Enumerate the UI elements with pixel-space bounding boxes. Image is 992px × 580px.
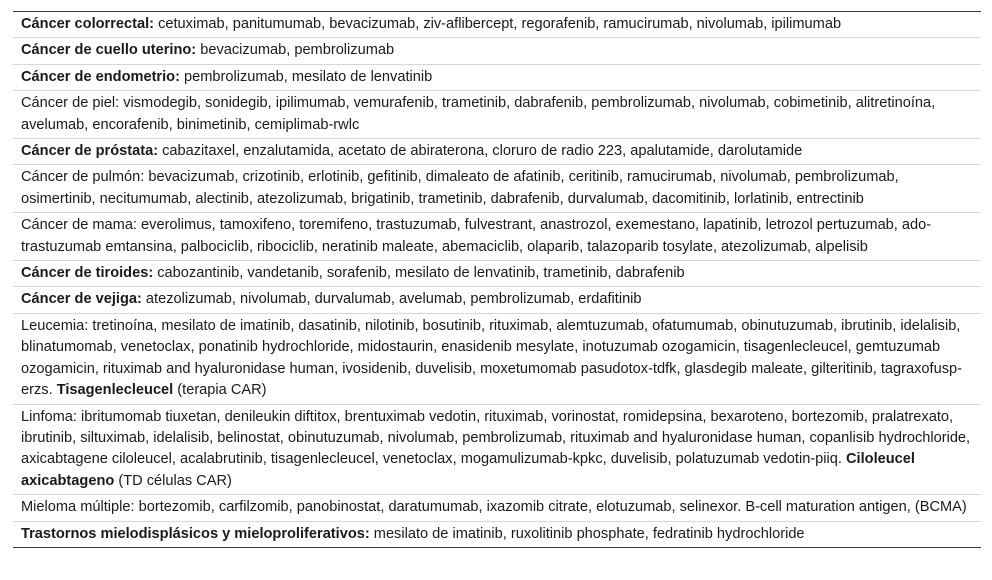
cancer-type-label: Cáncer de próstata: bbox=[21, 143, 159, 160]
drug-list-text: atezolizumab, nivolumab, durvalumab, avelumab, pembrolizumab, erdafitinib bbox=[141, 291, 642, 308]
table-row bbox=[13, 91, 981, 139]
table-row bbox=[13, 38, 981, 64]
table-row bbox=[13, 405, 981, 496]
drug-list-text: pembrolizumab, mesilato de lenvatinib bbox=[179, 68, 433, 85]
drug-list-text: Cáncer de mama: everolimus, tamoxifeno, toremifeno, trastuzumab, fulvestrant, anastrozol, exemestano, lapatinib, letrozol pertuzumab, ado-trastuzumab emtansina, palbociclib, ribociclib, neratinib maleate, abemaciclib, olaparib, talazoparib tosylate, atezolizumab, alpelisib bbox=[21, 217, 932, 255]
drug-list-text: mesilato de imatinib, ruxolitinib phosphate, fedratinib hydrochloride bbox=[369, 525, 805, 542]
drug-list-text: cabozantinib, vandetanib, sorafenib, mesilato de lenvatinib, trametinib, dabrafenib bbox=[153, 265, 685, 282]
drug-list-text: Cáncer de piel: vismodegib, sonidegib, ipilimumab, vemurafenib, trametinib, dabrafenib, pembrolizumab, nivolumab, cobimetinib, alitretinoína, avelumab, encorafenib, binimetinib, cemiplimab-rwlc bbox=[21, 95, 936, 133]
drug-list-text: cetuximab, panitumumab, bevacizumab, ziv-aflibercept, regorafenib, ramucirumab, nivolumab, ipilimumab bbox=[154, 16, 842, 32]
cancer-type-label: Cáncer de cuello uterino: bbox=[21, 42, 197, 59]
cancer-type-label: Cáncer colorrectal: bbox=[21, 16, 155, 32]
drug-list-text: Linfoma: ibritumomab tiuxetan, denileukin diftitox, brentuximab vedotin, rituximab, vorinostat, romidepsina, bexaroteno, bortezomib, pralatrexato, ibrutinib, siltuximab, idelalisib, belinostat, obinutuzumab, nivolumab, pembrolizumab, rituximab and hyaluronidase human, copanlisib hydrochloride, axicabtagene ciloleucel, acalabrutinib, tisagenlecleucel, venetoclax, mogamulizumab-kpkc, duvelisib, polatuzumab vedotin-piiq. bbox=[21, 408, 971, 468]
table-row bbox=[13, 165, 981, 213]
drug-list-text: Cáncer de pulmón: bevacizumab, crizotinib, erlotinib, gefitinib, dimaleato de afatinib, ceritinib, ramucirumab, nivolumab, pembrolizumab, osimertinib, necitumumab, alectinib, atezolizumab, brigatinib, trametinib, dabrafenib, durvalumab, dacomitinib, lorlatinib, entrectinib bbox=[21, 169, 899, 207]
drug-list-text: bevacizumab, pembrolizumab bbox=[196, 42, 395, 59]
drug-list-text: Leucemia: tretinoína, mesilato de imatinib, dasatinib, nilotinib, bosutinib, rituximab, alemtuzumab, ofatumumab, obinutuzumab, ibrutinib, idelalisib, blinatumomab, venetoclax, ponatinib hydrochloride, midostaurin, enasidenib mesylate, inotuzumab ozogamicin, tisagenlecleucel, gemtuzumab ozogamicin, rituximab and hyaluronidase human, ivosidenib, duvelisib, moxetumomab pasudotox-tdfk, glasdegib maleate, gilteritinib, tagraxofusp-erzs. bbox=[21, 317, 962, 399]
drug-table bbox=[13, 11, 981, 548]
table-row bbox=[13, 287, 981, 313]
cancer-type-label: Tisagenlecleucel bbox=[56, 382, 174, 399]
drug-list-text: (TD células CAR) bbox=[114, 472, 232, 489]
cancer-type-label: Cáncer de vejiga: bbox=[21, 291, 142, 308]
table-row bbox=[13, 495, 981, 521]
cancer-type-label: Cáncer de tiroides: bbox=[21, 265, 154, 282]
drug-list-text: (terapia CAR) bbox=[173, 382, 267, 399]
table-row bbox=[13, 139, 981, 165]
table-row bbox=[13, 522, 981, 547]
cancer-type-label: Ciloleucel axicabtageno bbox=[21, 451, 915, 489]
table-row bbox=[13, 314, 981, 405]
table-row bbox=[13, 261, 981, 287]
drug-list-text: cabazitaxel, enzalutamida, acetato de abiraterona, cloruro de radio 223, apalutamide, darolutamide bbox=[158, 143, 803, 160]
cancer-type-label: Cáncer de endometrio: bbox=[21, 68, 180, 85]
drug-list-text: Mieloma múltiple: bortezomib, carfilzomib, panobinostat, daratumumab, ixazomib citrate, elotuzumab, selinexor. B-cell maturation antigen, (BCMA) bbox=[21, 499, 967, 516]
table-row bbox=[13, 12, 981, 38]
table-row bbox=[13, 65, 981, 91]
table-row bbox=[13, 213, 981, 261]
cancer-type-label: Trastornos mielodisplásicos y mieloproliferativos: bbox=[21, 525, 370, 542]
